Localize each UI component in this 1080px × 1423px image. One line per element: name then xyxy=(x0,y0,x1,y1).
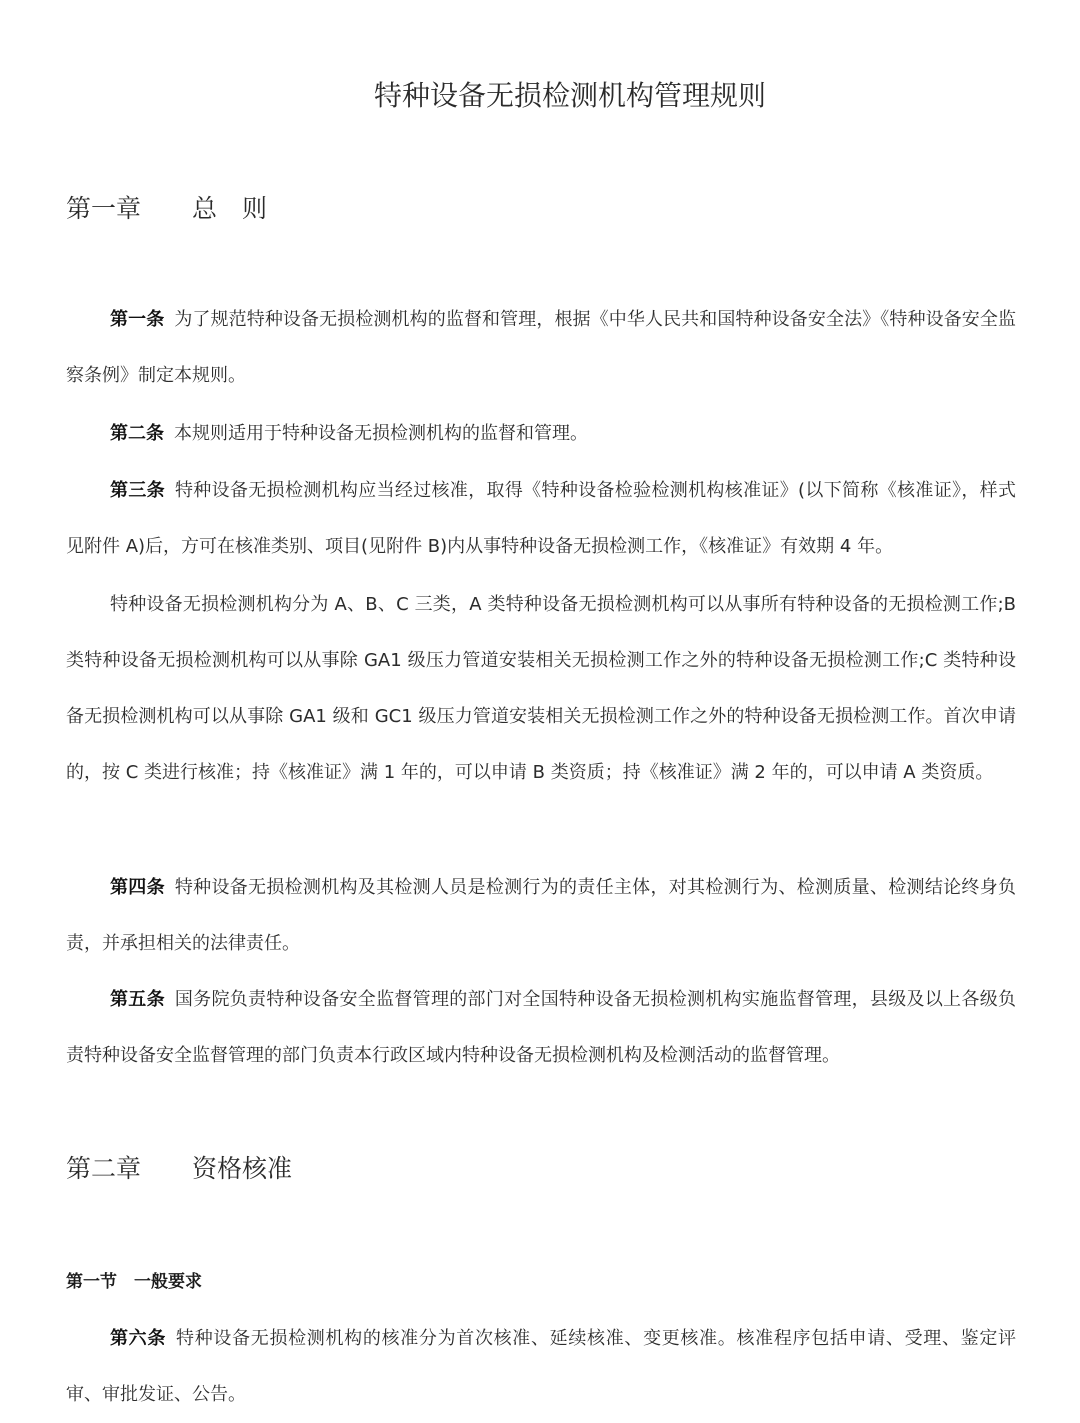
article-4-label: 第四条 xyxy=(110,877,165,898)
article-6-text: 特种设备无损检测机构的核准分为首次核准、延续核准、变更核准。核准程序包括申请、受理、鉴定评审、审批发证、公告。 xyxy=(66,1328,1016,1405)
article-4 xyxy=(66,860,1016,972)
article-4-text: 特种设备无损检测机构及其检测人员是检测行为的责任主体，对其检测行为、检测质量、检测结论终身负责，并承担相关的法律责任。 xyxy=(66,877,1016,954)
article-5-text: 国务院负责特种设备安全监督管理的部门对全国特种设备无损检测机构实施监督管理，县级及以上各级负责特种设备安全监督管理的部门负责本行政区域内特种设备无损检测机构及检测活动的监督管理。 xyxy=(66,989,1016,1066)
article-2-label: 第二条 xyxy=(110,423,164,444)
chapter-1-number: 第一章 xyxy=(66,194,142,223)
chapter-2-heading xyxy=(66,1152,292,1186)
article-3-text: 特种设备无损检测机构应当经过核准，取得《特种设备检验检测机构核准证》(以下简称《核准证》，样式见附件 A)后，方可在核准类别、项目(见附件 B)内从事特种设备无损检测工作，《核准证》有效期 4 年。 xyxy=(66,480,1016,557)
article-1 xyxy=(66,292,1016,404)
article-5 xyxy=(66,972,1016,1084)
article-3 xyxy=(66,463,1016,575)
chapter-2-number: 第二章 xyxy=(66,1154,142,1183)
document-title: 特种设备无损检测机构管理规则 xyxy=(373,79,766,112)
chapter-2-name: 资格核准 xyxy=(192,1154,293,1183)
article-3-paragraph-2-text: 特种设备无损检测机构分为 A、B、C 三类，A 类特种设备无损检测机构可以从事所有特种设备的无损检测工作;B 类特种设备无损检测机构可以从事除 GA1 级压力管道安装相关无损检测工作之外的特种设备无损检测工作;C 类特种设备无损检测机构可以从事除 GA1 级和 GC1 级压力管道安装相关无损检测工作之外的特种设备无损检测工作。首次申请的，按 C 类进行核准；持《核准证》满 1 年的，可以申请 B 类资质；持《核准证》满 2 年的，可以申请 A 类资质。 xyxy=(66,594,1016,783)
article-5-label: 第五条 xyxy=(110,989,165,1010)
article-6 xyxy=(66,1311,1016,1423)
article-6-label: 第六条 xyxy=(110,1328,167,1349)
chapter-1-heading xyxy=(66,192,267,226)
article-3-paragraph-2 xyxy=(66,577,1016,801)
article-2 xyxy=(66,406,1016,462)
article-1-label: 第一条 xyxy=(110,309,165,330)
article-3-label: 第三条 xyxy=(110,480,165,501)
section-1-heading: 第一节 一般要求 xyxy=(66,1272,202,1292)
article-2-text: 本规则适用于特种设备无损检测机构的监督和管理。 xyxy=(174,423,588,444)
article-1-text: 为了规范特种设备无损检测机构的监督和管理，根据《中华人民共和国特种设备安全法》《特种设备安全监察条例》制定本规则。 xyxy=(66,309,1017,386)
chapter-1-name: 总 则 xyxy=(192,194,268,223)
